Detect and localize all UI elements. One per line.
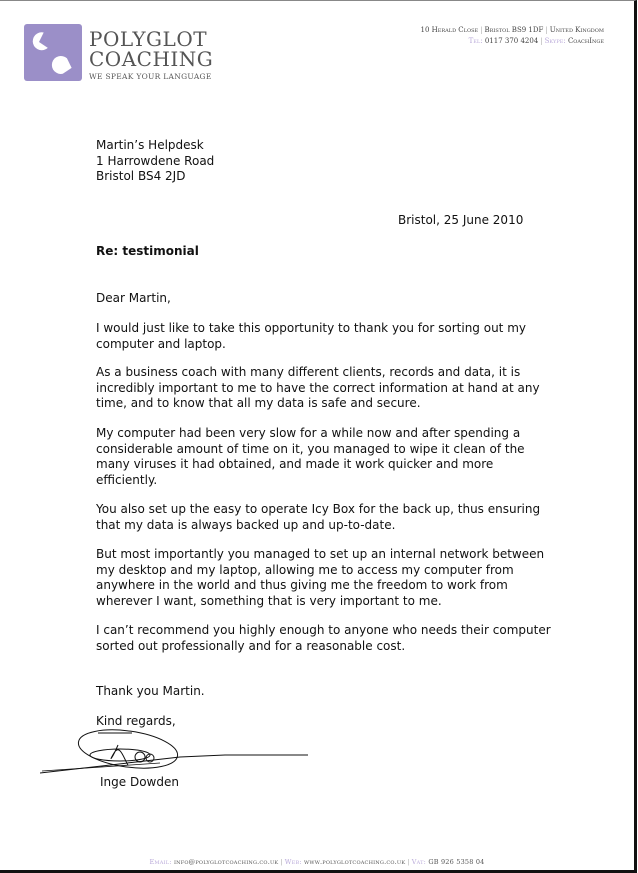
vat-number: GB 926 5358 04: [428, 858, 485, 866]
recipient-line: 1 Harrowdene Road: [96, 153, 215, 168]
pacman-faces-icon: [24, 24, 82, 81]
brand-tagline: WE SPEAK YOUR LANGUAGE: [89, 72, 212, 81]
paragraph: I can’t recommend you highly enough to anyone who needs their computer sorted out professionally and for a reasonable cost.: [96, 623, 551, 653]
email-label: Email:: [149, 858, 172, 866]
skype-label: Skype:: [544, 37, 566, 45]
handwritten-signature: [40, 729, 310, 779]
brand-name-line2: COACHING: [89, 47, 214, 71]
company-address: 10 Herald Close | Bristol BS9 1DF | United Kingdom Tel: 0117 370 4204 | Skype: CoachInge: [420, 26, 604, 45]
letter-subject: Re: testimonial: [96, 244, 199, 258]
thanks-line: Thank you Martin.: [96, 684, 205, 698]
recipient-line: Martin’s Helpdesk: [96, 138, 204, 152]
skype-id: CoachInge: [567, 37, 604, 45]
closing: Kind regards,: [96, 714, 176, 728]
recipient-address: [96, 138, 556, 185]
paragraph: As a business coach with many different clients, records and data, it is incredibly important to me to have the correct information at hand at any time, and to know that all my data is safe and secure.: [96, 365, 540, 410]
paragraph: I would just like to take this opportunity to thank you for sorting out my computer and laptop.: [96, 321, 526, 351]
web-label: Web:: [284, 858, 302, 866]
logo-icon: [24, 24, 82, 81]
letter-date: Bristol, 25 June 2010: [398, 213, 524, 227]
tel-label: Tel:: [468, 37, 483, 45]
letter-footer: Email: info@polyglotcoaching.co.uk | Web: www.polyglotcoaching.co.uk | Vat: GB 926 5358 04: [149, 858, 485, 866]
paragraph: But most importantly you managed to set up an internal network between my desktop and my laptop, allowing me to access my computer from anywhere in the world and thus giving me the freedom to work from wherever I want, something that is very important to me.: [96, 547, 545, 608]
website-url[interactable]: www.polyglotcoaching.co.uk: [304, 858, 406, 866]
address-street: 10 Herald Close: [420, 26, 479, 34]
recipient-line: Bristol BS4 2JD: [96, 169, 186, 183]
email-address[interactable]: info@polyglotcoaching.co.uk: [173, 858, 279, 866]
salutation: Dear Martin,: [96, 291, 171, 305]
address-country: United Kingdom: [549, 26, 604, 34]
paragraph: My computer had been very slow for a while now and after spending a considerable amount of time on it, you managed to wipe it clean of the many viruses it had obtained, and made it work quicker and more efficiently.: [96, 426, 525, 487]
paragraph: You also set up the easy to operate Icy Box for the back up, thus ensuring that my data is always backed up and up-to-date.: [96, 502, 541, 532]
vat-label: Vat:: [411, 858, 427, 866]
brand-name-line1: POLYGLOT: [89, 27, 208, 51]
company-brand: [89, 29, 213, 81]
signer-name: Inge Dowden: [100, 775, 179, 789]
tel-number: 0117 370 4204: [484, 37, 539, 45]
address-city: Bristol BS9 1DF: [484, 26, 544, 34]
